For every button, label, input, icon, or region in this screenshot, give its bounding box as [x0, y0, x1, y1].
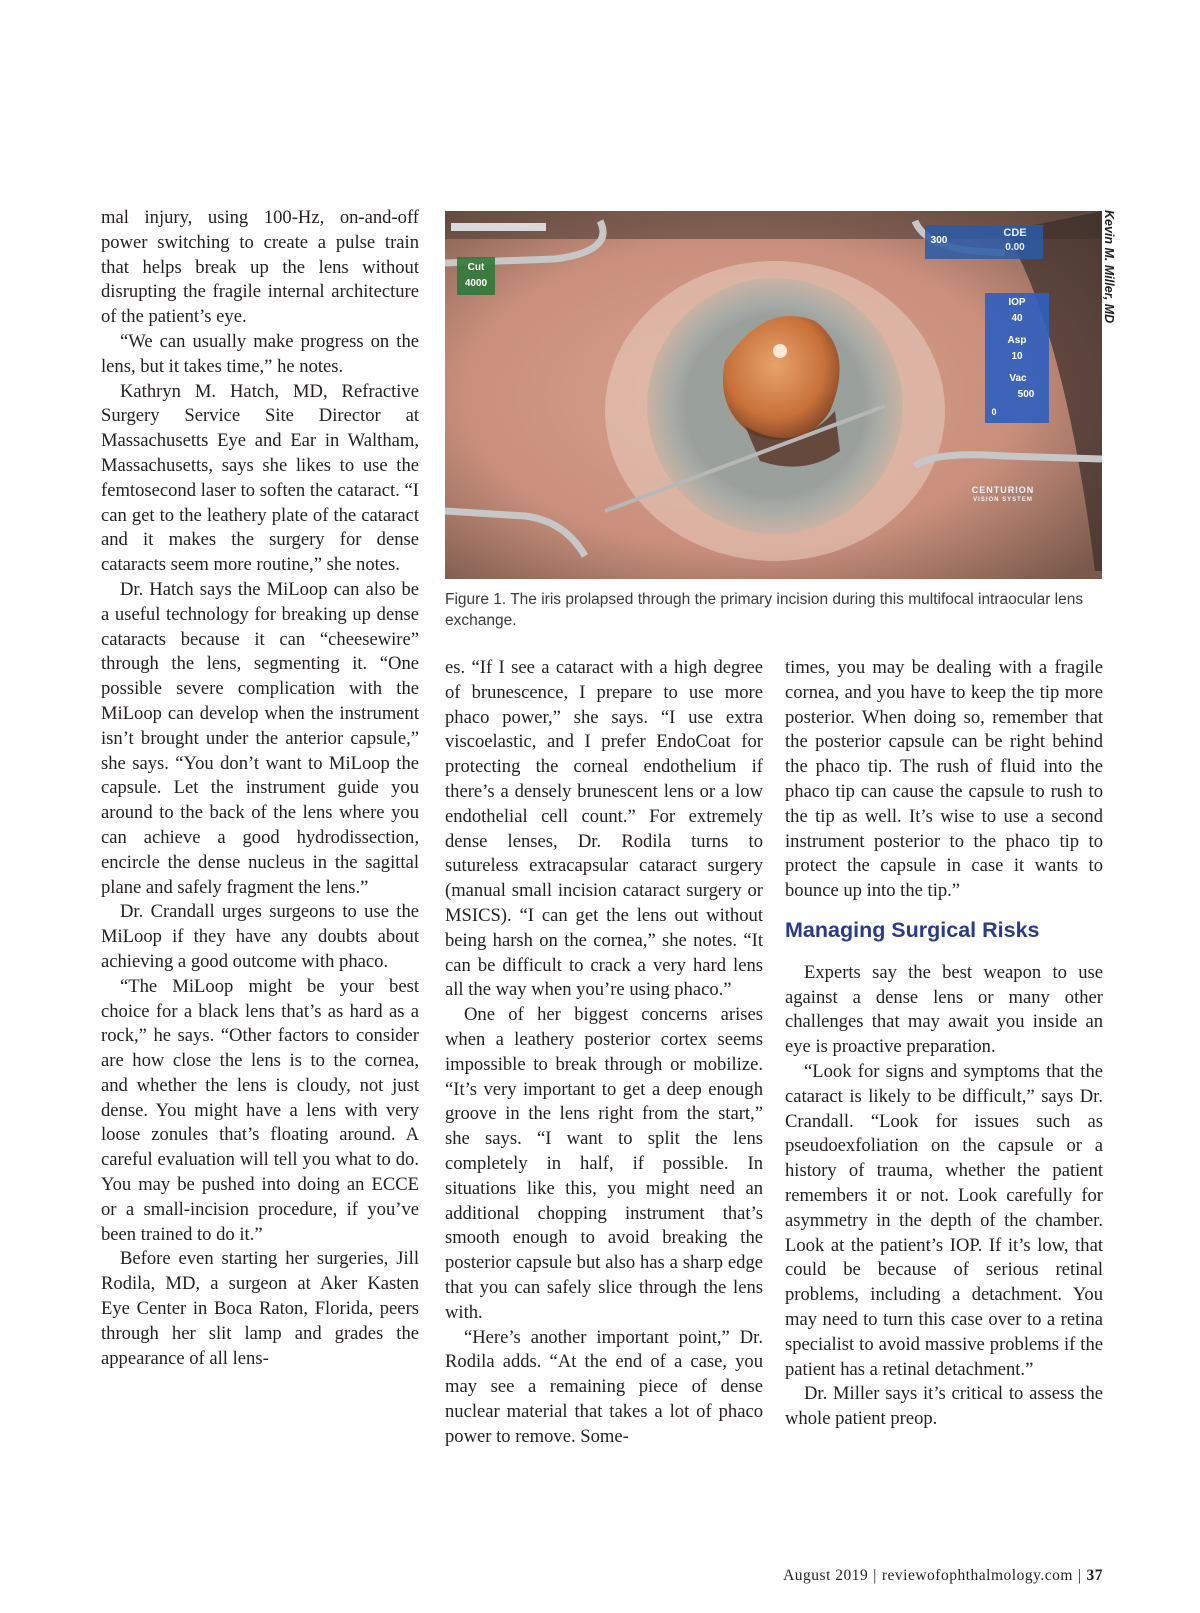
article-column-2 — [445, 656, 763, 1450]
paragraph: Kathryn M. Hatch, MD, Refractive Surgery Service Site Director at Massachusetts Eye and Ear in Waltham, Massachusetts, says she likes to use the femtosecond laser to soften the cataract. “I can get to the leathery plate of the cataract and it makes the surgery for dense cataracts seem more routine,” she notes. — [101, 380, 419, 576]
article-column-3 — [785, 656, 1103, 1432]
light-reflex — [773, 344, 787, 358]
paragraph: “The MiLoop might be your best choice for a black lens that’s as hard as a rock,” he says. “Other factors to consider are how close the lens is to the cornea, and whether the lens is cloudy, not just dense. You might have a lens with very loose zonules that’s floating around. A careful evaluation will tell you what to do. You may be pushed into doing an ECCE or a small-incision procedure, if you’ve been trained to do it.” — [101, 975, 419, 1245]
surgical-photo — [445, 211, 1102, 579]
issue-date: August 2019 — [783, 1567, 869, 1584]
page-footer — [700, 1567, 1103, 1585]
paragraph: “We can usually make progress on the lens, but it takes time,” he notes. — [101, 330, 419, 377]
iop-label: IOP — [1008, 297, 1026, 308]
page-number: 37 — [1086, 1567, 1103, 1584]
power-value: 300 — [930, 235, 948, 246]
cde-label: CDE — [1003, 227, 1027, 239]
brand-logo: CENTURION — [971, 485, 1035, 495]
section-heading: Managing Surgical Risks — [785, 917, 1040, 942]
article-column-1 — [101, 206, 419, 1371]
paragraph: Dr. Crandall urges surgeons to use the MiLoop if they have any doubts about achieving a good outcome with phaco. — [101, 901, 419, 972]
vac-min: 0 — [991, 407, 997, 417]
paragraph: Dr. Miller says it’s critical to assess the whole patient preop. — [785, 1383, 1103, 1430]
hud-bar — [451, 223, 546, 231]
cde-value: 0.00 — [1005, 242, 1025, 253]
paragraph: mal injury, using 100-Hz, on-and-off power switching to create a pulse train that helps break up the lens without disrupting the fragile internal architecture of the patient’s eye. — [101, 207, 419, 328]
asp-label: Asp — [1007, 335, 1027, 346]
paragraph: Dr. Hatch says the MiLoop can also be a useful technology for breaking up dense cataracts because it can “cheesewire” through the lens, segmenting it. “One possible severe complication with the MiLoop can develop when the instrument isn’t brought under the anterior capsule,” she says. “You don’t want to MiLoop the capsule. Let the instrument guide you around to the back of the lens where you can achieve a good hydrodissection, encircle the dense nucleus in the sagittal plane and safely fragment the lens.” — [101, 578, 419, 898]
paragraph: Before even starting her surgeries, Jill Rodila, MD, a surgeon at Aker Kasten Eye Center in Boca Raton, Florida, peers through her slit lamp and grades the appearance of all lens- — [101, 1248, 419, 1369]
paragraph: One of her biggest concerns arises when a leathery posterior cortex seems impossible to break through or mobilize. “It’s very important to get a deep enough groove in the lens right from the start,” she says. “I want to split the lens completely in half, if possible. In situations like this, you might need an additional chopping instrument that’s smooth enough to avoid breaking the posterior capsule but also has a sharp edge that you can safely slice through the lens with. — [445, 1004, 763, 1323]
paragraph: es. “If I see a cataract with a high degree of brunescence, I prepare to use more phaco power,” she says. “I use extra viscoelastic, and I prefer EndoCoat for protecting the corneal endothelium if there’s a densely brunescent lens or a low endothelial cell count.” For extremely dense lenses, Dr. Rodila turns to sutureless extracapsular cataract surgery (manual small incision cataract surgery or MSICS). “I can get the lens out without being harsh on the cornea,” she notes. “It can be difficult to crack a very hard lens all the way when you’re using phaco.” — [445, 657, 763, 1001]
paragraph: Experts say the best weapon to use against a dense lens or many other challenges that may await you inside an eye is proactive preparation. — [785, 961, 1103, 1058]
vac-label: Vac — [1009, 373, 1027, 384]
vac-value: 500 — [1017, 389, 1035, 400]
separator: | — [1077, 1567, 1082, 1584]
photo-credit: Kevin M. Miller, MD — [1102, 210, 1116, 324]
separator: | — [873, 1567, 877, 1584]
cut-value: 4000 — [464, 278, 488, 289]
paragraph: “Look for signs and symptoms that the cataract is likely to be difficult,” says Dr. Crandall. “Look for issues such as pseudoexfoliation on the capsule or a history of trauma, whether the patient remembers it or not. Look carefully for asymmetry in the depth of the chamber. Look at the patient’s IOP. If it’s low, that could be because of serious retinal problems, including a detachment. You may need to turn this case over to a retina specialist to avoid massive problems if the patient has a retinal detachment.” — [785, 1060, 1103, 1380]
iop-value: 40 — [1011, 313, 1023, 324]
paragraph: “Here’s another important point,” Dr. Rodila adds. “At the end of a case, you may see a remaining piece of dense nuclear material that takes a lot of phaco power to remove. Some- — [445, 1326, 763, 1447]
cut-label: Cut — [467, 262, 485, 273]
figure-caption: Figure 1. The iris prolapsed through the primary incision during this multifocal intraocular lens exchange. — [445, 591, 1084, 629]
brand-subtitle: VISION SYSTEM — [973, 497, 1033, 503]
paragraph: times, you may be dealing with a fragile cornea, and you have to keep the tip more posterior. When doing so, remember that the posterior capsule can be right behind the phaco tip. The rush of fluid into the phaco tip can cause the capsule to rush to the tip as well. It’s wise to use a second instrument posterior to the phaco tip to protect the capsule in case it wants to bounce up into the tip.” — [785, 657, 1103, 902]
website: reviewofophthalmology.com — [881, 1567, 1073, 1584]
asp-value: 10 — [1011, 351, 1023, 362]
